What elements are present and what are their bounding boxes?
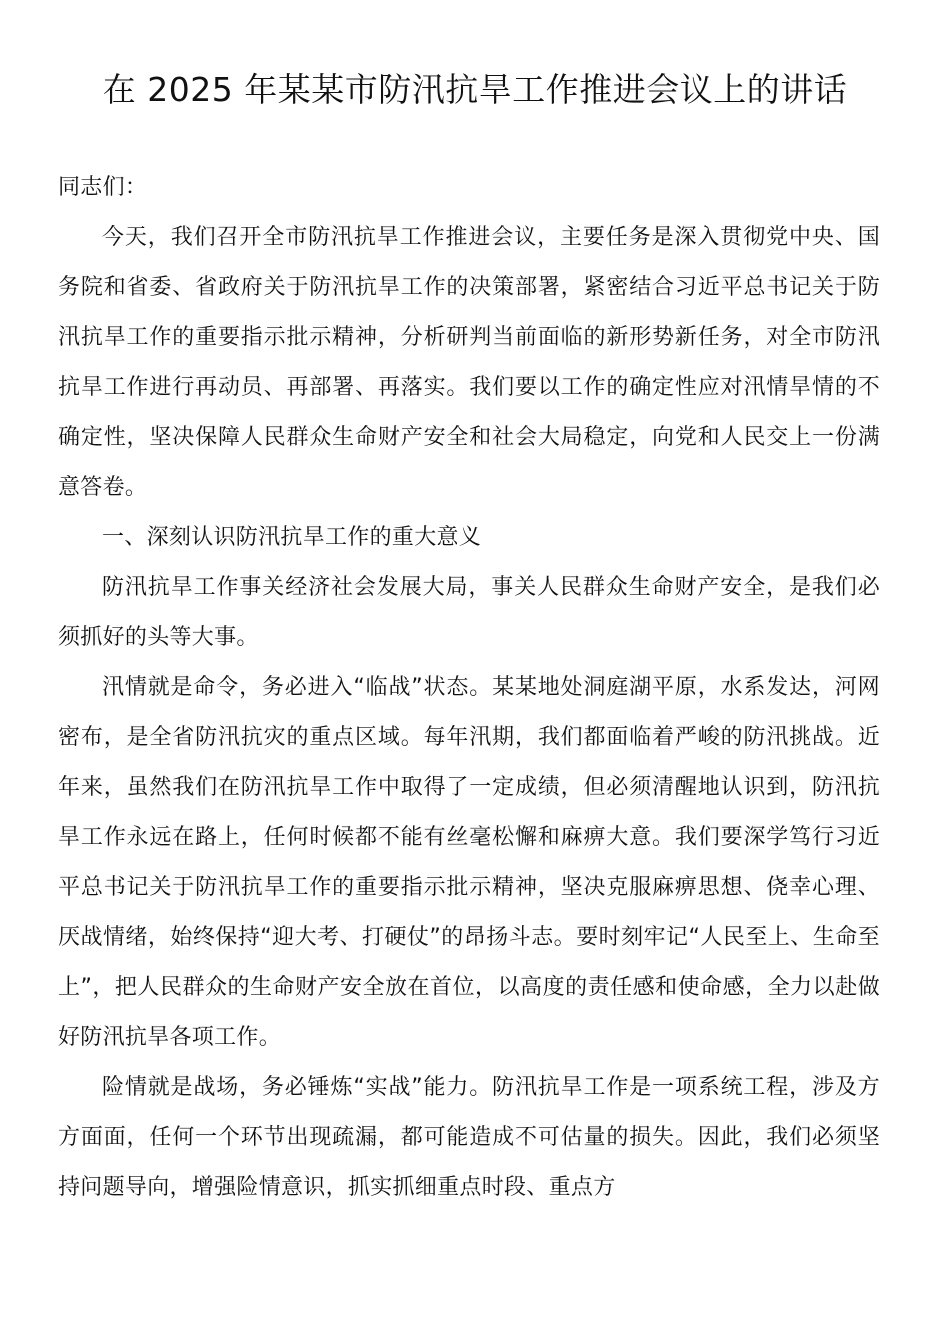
document-title: 在 2025 年某某市防汛抗旱工作推进会议上的讲话	[102, 70, 848, 109]
paragraph-significance: 防汛抗旱工作事关经济社会发展大局，事关人民群众生命财产安全，是我们必须抓好的头等大事。	[58, 575, 880, 650]
document-body	[58, 163, 880, 1213]
section-heading-1: 一、深刻认识防汛抗旱工作的重大意义	[102, 525, 482, 550]
paragraph-intro: 今天，我们召开全市防汛抗旱工作推进会议，主要任务是深入贯彻党中央、国务院和省委、省政府关于防汛抗旱工作的决策部署，紧密结合习近平总书记关于防汛抗旱工作的重要指示批示精神，分析研判当前面临的新形势新任务，对全市防汛抗旱工作进行再动员、再部署、再落实。我们要以工作的确定性应对汛情旱情的不确定性，坚决保障人民群众生命财产安全和社会大局稳定，向党和人民交上一份满意答卷。	[58, 225, 880, 500]
salutation: 同志们：	[58, 175, 148, 200]
paragraph-flood-command: 汛情就是命令，务必进入“临战”状态。某某地处洞庭湖平原，水系发达，河网密布，是全省防汛抗灾的重点区域。每年汛期，我们都面临着严峻的防汛挑战。近年来，虽然我们在防汛抗旱工作中取得了一定成绩，但必须清醒地认识到，防汛抗旱工作永远在路上，任何时候都不能有丝毫松懈和麻痹大意。我们要深学笃行习近平总书记关于防汛抗旱工作的重要指示批示精神，坚决克服麻痹思想、侥幸心理、厌战情绪，始终保持“迎大考、打硬仗”的昂扬斗志。要时刻牢记“人民至上、生命至上”，把人民群众的生命财产安全放在首位，以高度的责任感和使命感，全力以赴做好防汛抗旱各项工作。	[58, 675, 880, 1050]
paragraph-danger-battlefield: 险情就是战场，务必锤炼“实战”能力。防汛抗旱工作是一项系统工程，涉及方方面面，任何一个环节出现疏漏，都可能造成不可估量的损失。因此，我们必须坚持问题导向，增强险情意识，抓实抓细重点时段、重点方	[58, 1075, 880, 1200]
